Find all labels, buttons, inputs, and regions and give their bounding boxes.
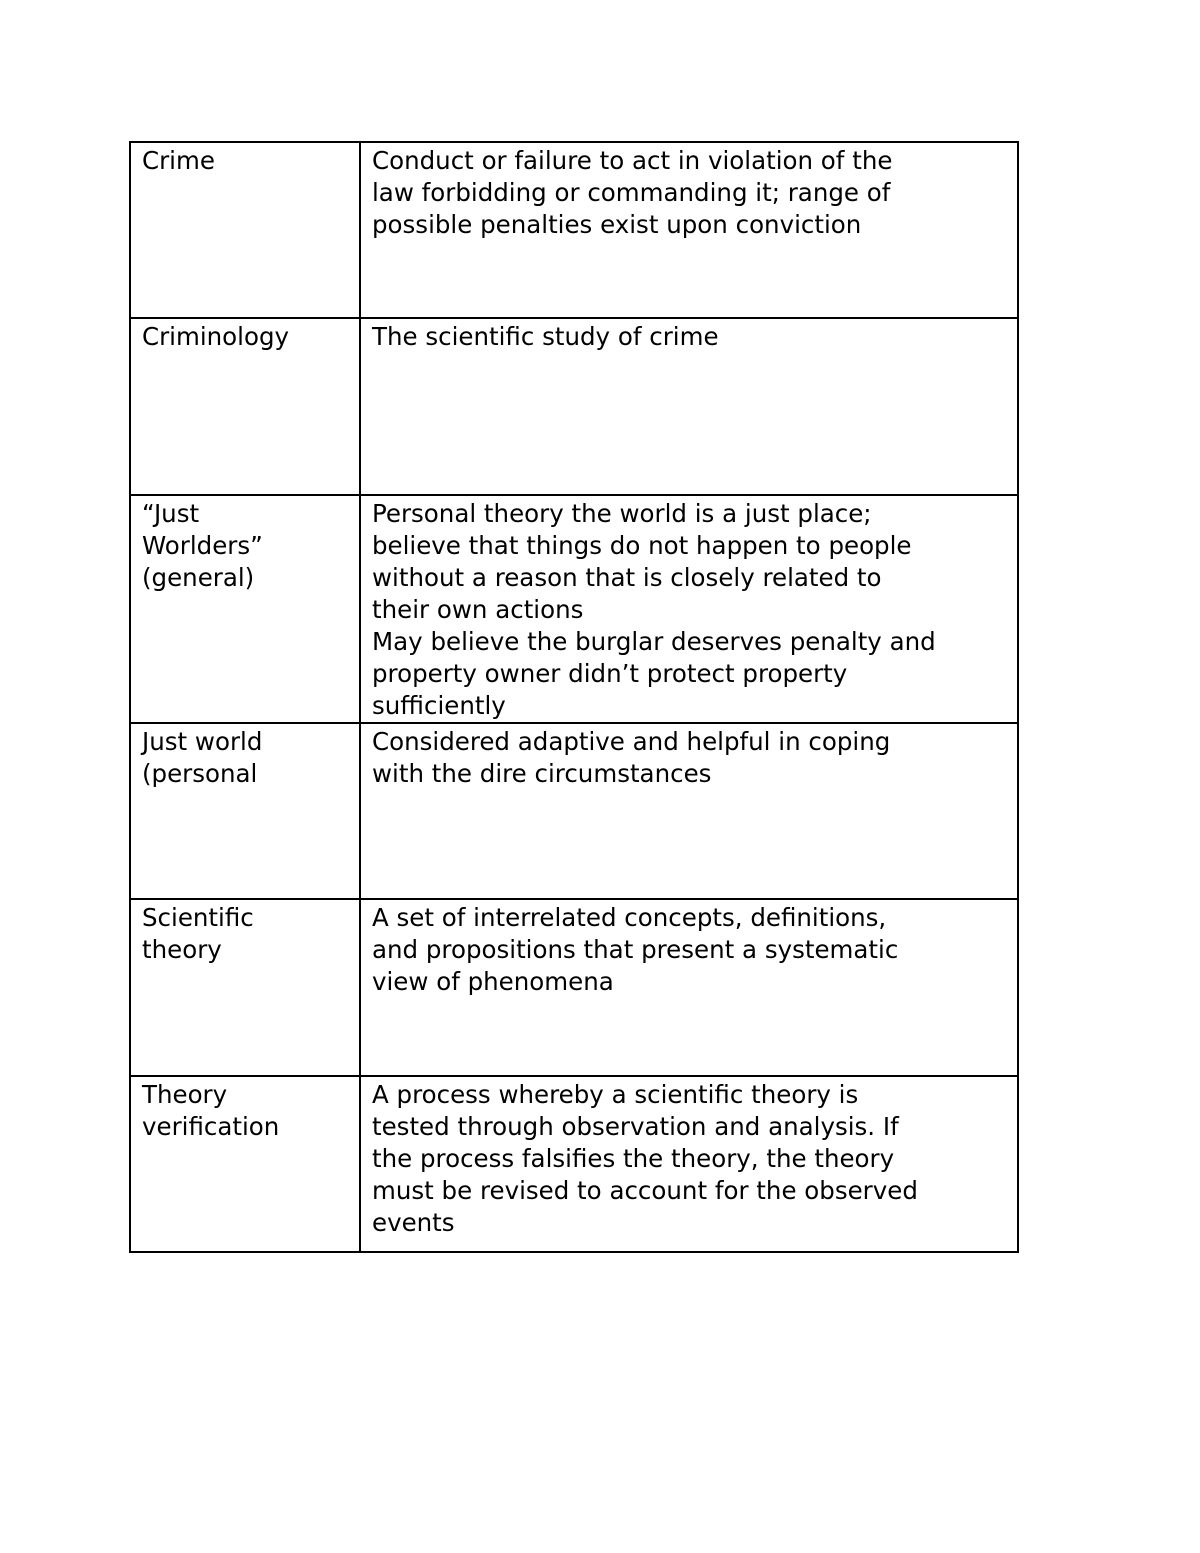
definition-text: view of phenomena	[372, 967, 614, 996]
term-text: Criminology	[142, 322, 290, 351]
definition-text: Considered adaptive and helpful in coping	[372, 727, 891, 756]
definition-text: with the dire circumstances	[372, 759, 712, 788]
definition-text: believe that things do not happen to people	[372, 531, 912, 560]
definition-cell	[360, 318, 1018, 495]
definition-text: events	[372, 1208, 455, 1237]
term-text: Theory	[142, 1080, 228, 1109]
term-text: Just world	[142, 727, 263, 756]
definition-text: possible penalties exist upon conviction	[372, 210, 862, 239]
term-text: Crime	[142, 146, 215, 175]
definition-text: The scientific study of crime	[372, 322, 719, 351]
definition-cell	[360, 1076, 1018, 1252]
definition-text: A set of interrelated concepts, definitions,	[372, 903, 887, 932]
definition-text: and propositions that present a systematic	[372, 935, 899, 964]
table-row	[130, 318, 1018, 495]
definition-text: sufficiently	[372, 691, 506, 720]
definition-text: must be revised to account for the observed	[372, 1176, 918, 1205]
definition-cell	[360, 495, 1018, 723]
glossary-table	[129, 141, 1019, 1253]
definition-text: tested through observation and analysis. If	[372, 1112, 899, 1141]
definition-text: property owner didn’t protect property	[372, 659, 848, 688]
term-text: “Just	[142, 499, 200, 528]
term-text: (general)	[142, 563, 255, 592]
definition-cell	[360, 899, 1018, 1076]
table-row	[130, 495, 1018, 723]
definition-text: without a reason that is closely related to	[372, 563, 882, 592]
term-cell	[130, 723, 360, 899]
term-cell	[130, 142, 360, 318]
definition-text: their own actions	[372, 595, 584, 624]
table-row	[130, 723, 1018, 899]
term-cell	[130, 318, 360, 495]
term-text: verification	[142, 1112, 280, 1141]
term-text: Scientific	[142, 903, 254, 932]
definition-text: May believe the burglar deserves penalty and	[372, 627, 936, 656]
term-text: Worlders”	[142, 531, 263, 560]
term-cell	[130, 899, 360, 1076]
term-text: (personal	[142, 759, 258, 788]
definition-text: Conduct or failure to act in violation of the	[372, 146, 893, 175]
definition-text: Personal theory the world is a just place;	[372, 499, 872, 528]
term-cell	[130, 495, 360, 723]
term-text: theory	[142, 935, 222, 964]
table-row	[130, 899, 1018, 1076]
table-row	[130, 1076, 1018, 1252]
definition-cell	[360, 142, 1018, 318]
definition-text: A process whereby a scientific theory is	[372, 1080, 859, 1109]
table-row	[130, 142, 1018, 318]
definition-cell	[360, 723, 1018, 899]
term-cell	[130, 1076, 360, 1252]
definition-text: the process falsifies the theory, the theory	[372, 1144, 895, 1173]
definition-text: law forbidding or commanding it; range of	[372, 178, 891, 207]
